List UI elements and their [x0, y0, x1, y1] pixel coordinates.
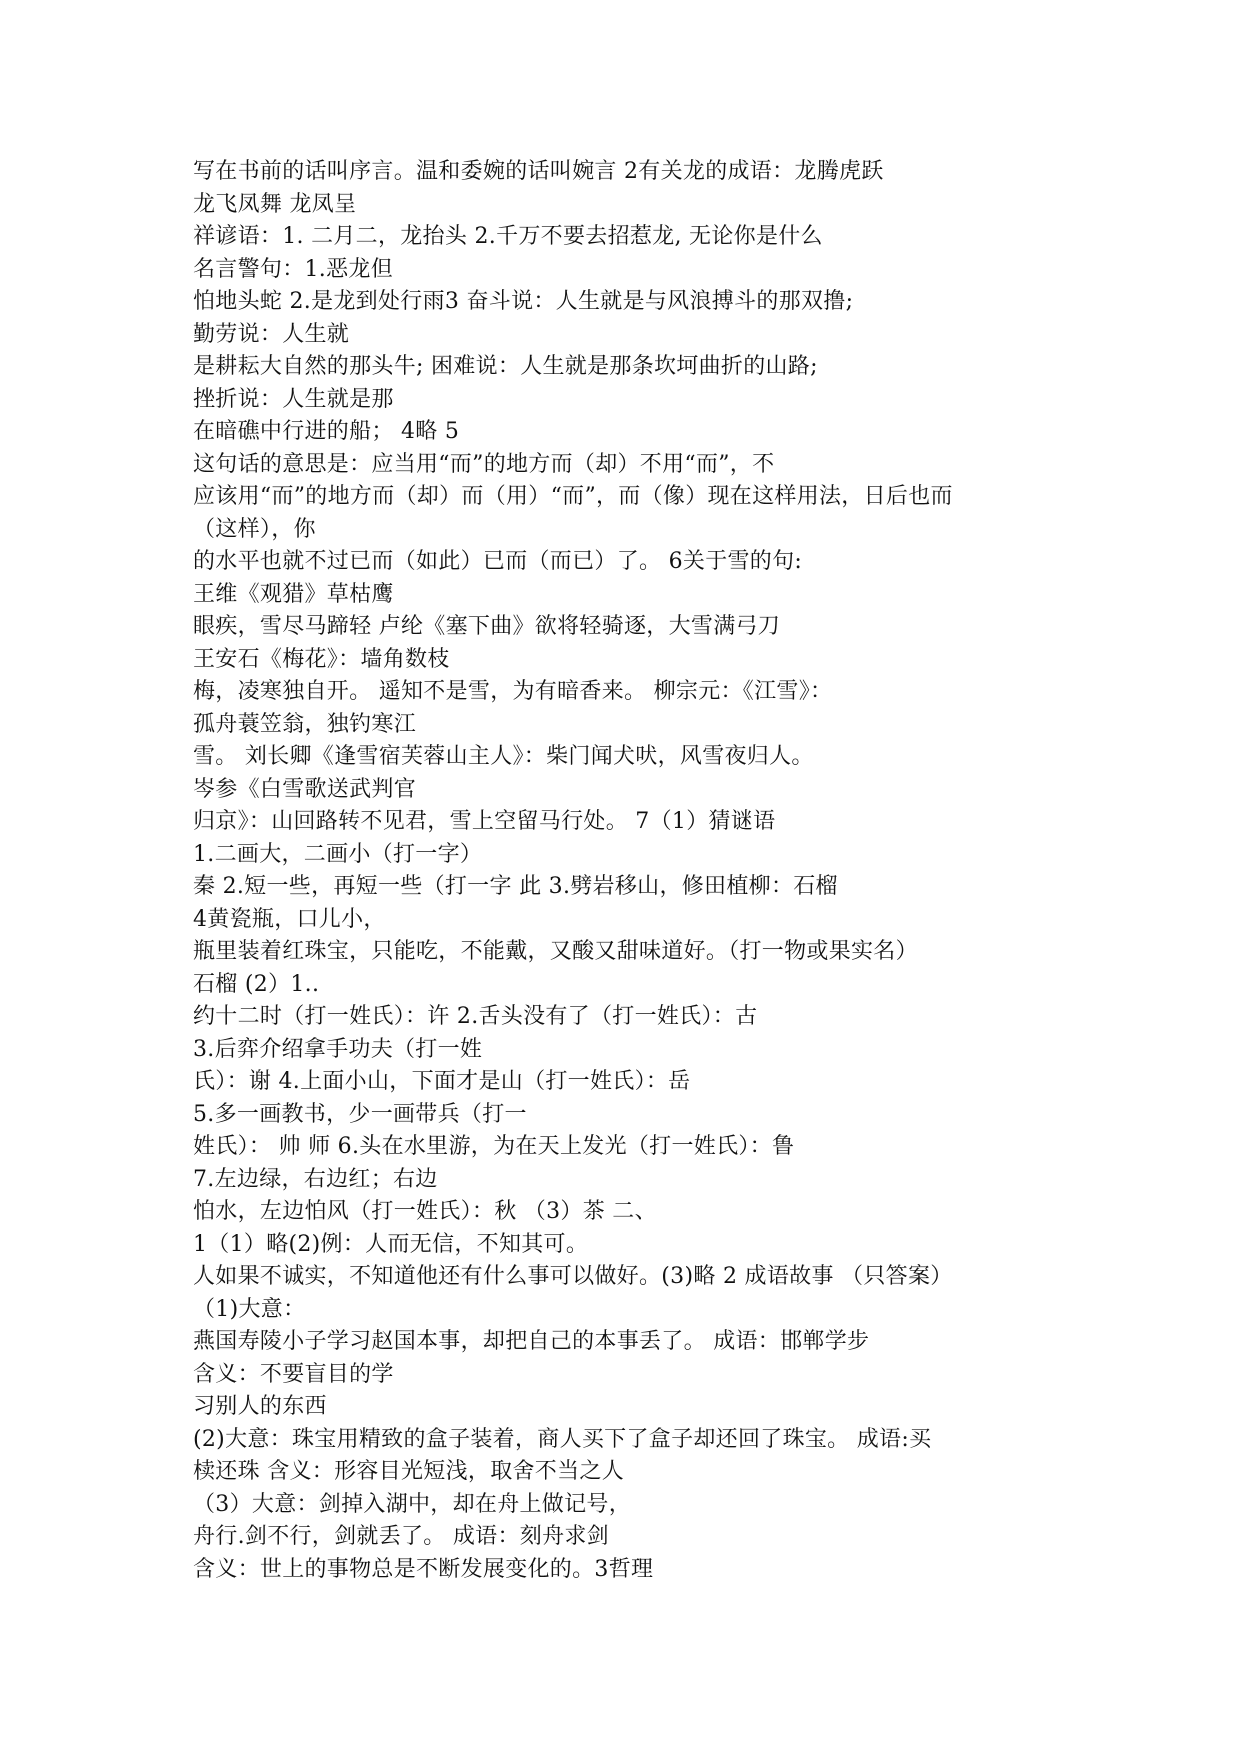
text-line: 瓶里装着红珠宝，只能吃，不能戴，又酸又甜味道好。（打一物或果实名） [193, 939, 918, 964]
text-line: 的水平也就不过已而（如此）已而（而已）了。 6关于雪的句: [193, 549, 803, 574]
text-line: 挫折说：人生就是那 [193, 386, 394, 412]
text-line: 梅，凌寒独自开。 遥知不是雪，为有暗香来。 柳宗元：《江雪》： [193, 679, 833, 704]
text-line: 秦 2.短一些，再短一些（打一字 此 3.劈岩移山，修田植柳：石榴 [193, 874, 838, 899]
text-line: 王安石《梅花》：墙角数枝 [193, 646, 450, 672]
text-line: 王维《观猎》草枯鹰 [193, 581, 394, 607]
text-line: (2)大意：珠宝用精致的盒子装着，商人买下了盒子却还回了珠宝。 成语:买 [193, 1426, 932, 1452]
text-line: 名言警句：1.恶龙但 [193, 256, 393, 282]
text-line: 7.左边绿，右边红；右边 [193, 1166, 438, 1192]
text-line: 3.后弈介绍拿手功夫（打一姓 [193, 1036, 483, 1062]
text-line: 习别人的东西 [193, 1394, 327, 1419]
text-line: 1.二画大，二画小（打一字） [193, 841, 483, 867]
text-line: 归京》：山回路转不见君，雪上空留马行处。 7（1）猜谜语 [193, 809, 776, 834]
text-line: （3）大意：剑掉入湖中，却在舟上做记号， [193, 1491, 631, 1517]
text-line: 舟行.剑不行，剑就丢了。 成语：刻舟求剑 [193, 1524, 609, 1549]
text-line: （1)大意： [193, 1296, 306, 1322]
text-line: 姓氏）： 帅 师 6.头在水里游，为在天上发光（打一姓氏）：鲁 [193, 1134, 795, 1159]
text-line: 人如果不诚实，不知道他还有什么事可以做好。(3)略 2 成语故事 （只答案） [193, 1264, 953, 1289]
text-line: 是耕耘大自然的那头牛; 困难说：人生就是那条坎坷曲折的山路; [193, 354, 818, 379]
text-line: 5.多一画教书，少一画带兵（打一 [193, 1101, 527, 1127]
text-line: 氏）：谢 4.上面小山，下面才是山（打一姓氏）：岳 [193, 1069, 691, 1094]
text-line: 怕地头蛇 2.是龙到处行雨3 奋斗说：人生就是与风浪搏斗的那双撸; [193, 289, 854, 314]
text-line: 这句话的意思是：应当用“而”的地方而（却）不用“而”，不 [193, 451, 775, 477]
text-line: （这样），你 [193, 516, 316, 542]
text-line: 约十二时（打一姓氏）：许 2.舌头没有了（打一姓氏）：古 [193, 1004, 758, 1029]
text-line: 石榴 (2）1.. [193, 971, 320, 997]
text-line: 燕国寿陵小子学习赵国本事，却把自己的本事丢了。 成语：邯郸学步 [193, 1329, 870, 1354]
text-line: 岑参《白雪歌送武判官 [193, 776, 417, 802]
text-line: 应该用“而”的地方而（却）而（用）“而”，而（像）现在这样用法，日后也而 [193, 484, 953, 509]
text-line: 怕水，左边怕风（打一姓氏）：秋 （3）茶 二、 [193, 1199, 657, 1224]
text-line: 含义：世上的事物总是不断发展变化的。3哲理 [193, 1556, 654, 1582]
text-line: 孤舟蓑笠翁，独钓寒江 [193, 711, 417, 737]
text-line: 祥谚语：1. 二月二，龙抬头 2.千万不要去招惹龙, 无论你是什么 [193, 224, 823, 249]
text-line: 含义：不要盲目的学 [193, 1361, 394, 1387]
text-line: 雪。 刘长卿《逢雪宿芙蓉山主人》：柴门闻犬吠，风雪夜归人。 [193, 744, 814, 769]
document-body [193, 156, 1073, 1586]
text-line: 写在书前的话叫序言。温和委婉的话叫婉言 2有关龙的成语：龙腾虎跃 [193, 159, 884, 184]
text-line: 1（1）略(2)例：人而无信，不知其可。 [193, 1231, 589, 1257]
text-line: 4黄瓷瓶，口儿小， [193, 906, 386, 932]
text-line: 眼疾，雪尽马蹄轻 卢纶《塞下曲》欲将轻骑逐，大雪满弓刀 [193, 614, 781, 639]
text-line: 龙飞凤舞 龙凤呈 [193, 191, 357, 217]
text-line: 椟还珠 含义：形容目光短浅，取舍不当之人 [193, 1459, 624, 1484]
text-line: 勤劳说：人生就 [193, 321, 350, 347]
text-line: 在暗礁中行进的船； 4略 5 [193, 419, 460, 444]
